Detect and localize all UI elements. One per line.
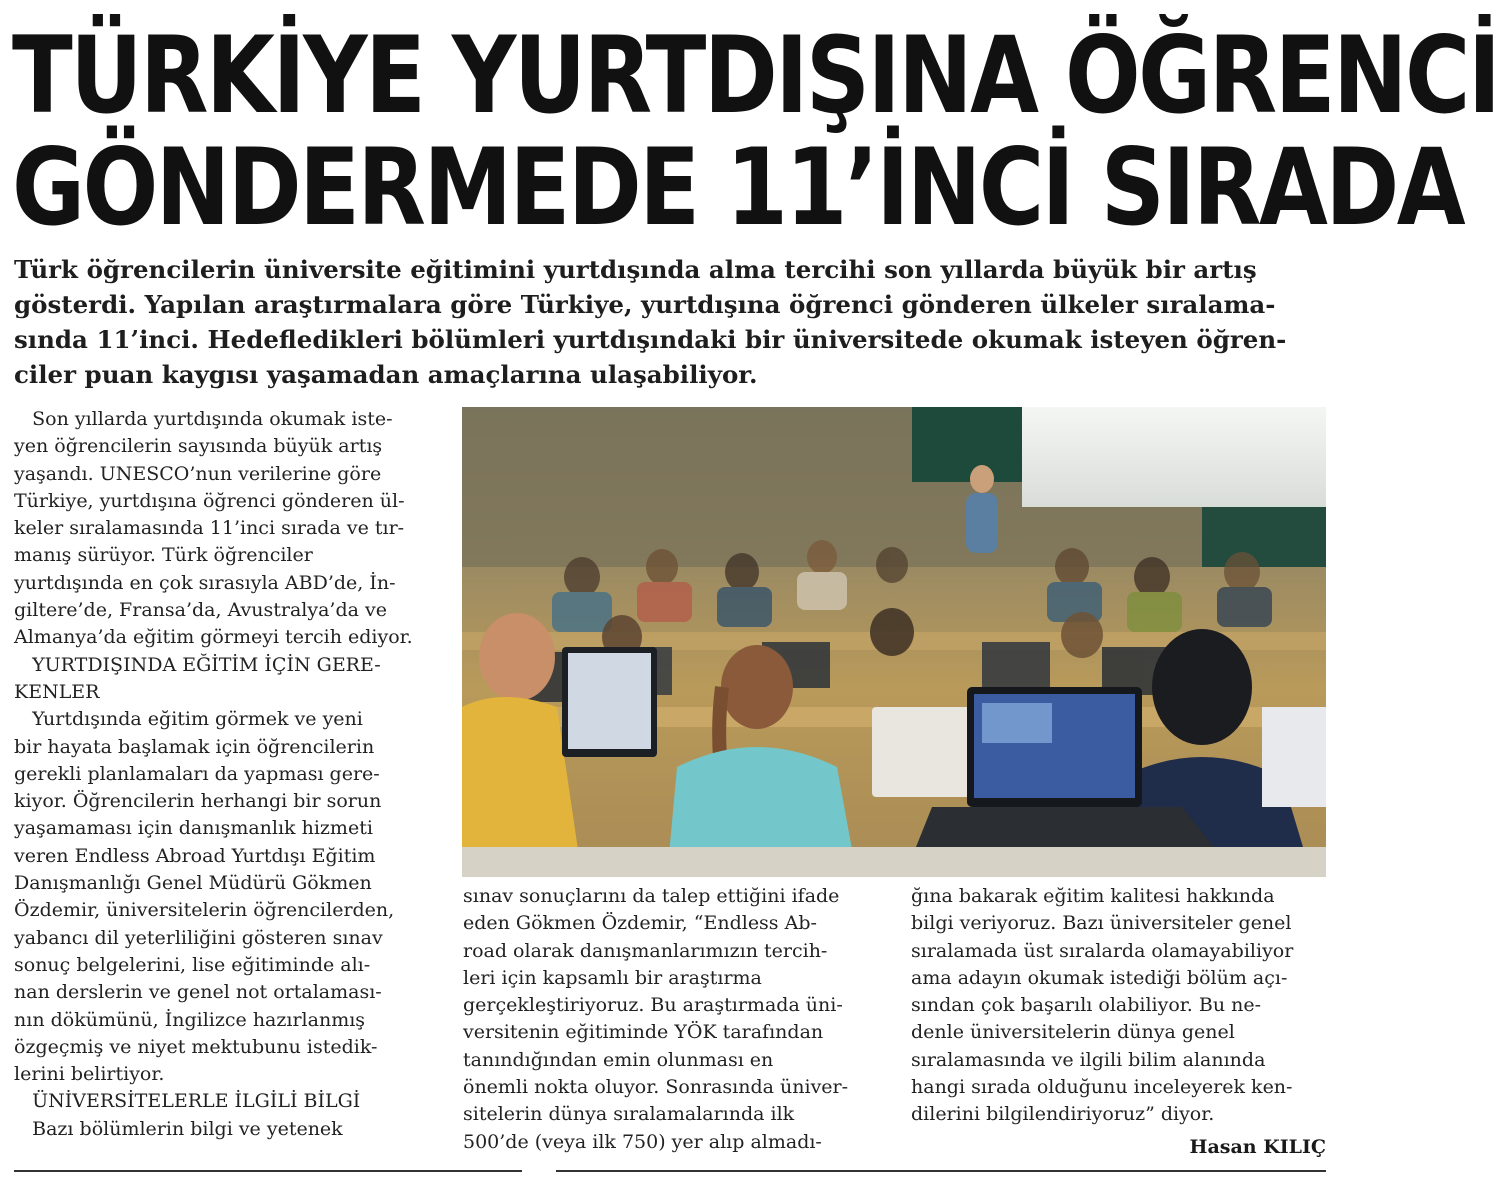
body-line: hangi sırada olduğunu inceleyerek ken- xyxy=(911,1076,1293,1099)
body-line: Bazı bölümlerin bilgi ve yetenek xyxy=(14,1117,343,1140)
body-line: sitelerin dünya sıralamalarında ilk xyxy=(463,1103,795,1126)
body-line: nın dökümünü, İngilizce hazırlanmış xyxy=(14,1008,366,1031)
body-line: denle üniversitelerin dünya genel xyxy=(911,1021,1235,1044)
body-line: bir hayata başlamak için öğrencilerin xyxy=(14,735,375,758)
body-line: lerini belirtiyor. xyxy=(14,1063,165,1086)
bottom-rule-left xyxy=(14,1170,522,1172)
body-line: yaşamaması için danışmanlık hizmeti xyxy=(14,817,373,840)
body-line: ama adayın okumak istediği bölüm açı- xyxy=(911,966,1288,989)
body-line: veren Endless Abroad Yurtdışı Eğitim xyxy=(14,844,376,867)
body-line: sından çok başarılı olabiliyor. Bu ne- xyxy=(911,994,1262,1017)
subheading-requirements-cont: KENLER xyxy=(14,680,100,703)
body-line: yurtdışında en çok sırasıyla ABD’de, İn- xyxy=(14,571,396,594)
body-line: Almanya’da eğitim görmeyi tercih ediyor. xyxy=(14,626,413,649)
bottom-rule-right xyxy=(556,1170,1326,1172)
body-line: yen öğrencilerin sayısında büyük artış xyxy=(14,435,383,458)
body-line: nan derslerin ve genel not ortalaması- xyxy=(14,981,382,1004)
body-line: sonuç belgelerini, lise eğitiminde alı- xyxy=(14,953,371,976)
spot-line: ciler puan kaygısı yaşamadan amaçlarına ulaşabiliyor. xyxy=(14,360,758,389)
body-line: 500’de (veya ilk 750) yer alıp almadı- xyxy=(463,1130,822,1153)
body-line: Türkiye, yurtdışına öğrenci gönderen ül- xyxy=(14,489,405,512)
body-line: sınav sonuçlarını da talep ettiğini ifade xyxy=(463,885,840,907)
body-line: sıralamasında ve ilgili bilim alanında xyxy=(911,1048,1266,1071)
body-line: gerçekleştiriyoruz. Bu araştırmada üni- xyxy=(463,994,843,1017)
body-column-1 xyxy=(14,406,454,1143)
author-byline: Hasan KILIÇ xyxy=(1189,1136,1326,1158)
body-line: gerekli planlamaları da yapması gere- xyxy=(14,762,380,785)
body-column-3 xyxy=(911,883,1331,1129)
body-line: manış sürüyor. Türk öğrenciler xyxy=(14,544,313,567)
body-line: Son yıllarda yurtdışında okumak iste- xyxy=(14,408,393,430)
headline xyxy=(12,14,1498,249)
body-line: önemli nokta oluyor. Sonrasında üniver- xyxy=(463,1076,849,1099)
body-line: road olarak danışmanlarımızın tercih- xyxy=(463,939,828,962)
headline-line-2: GÖNDERMEDE 11’İNCİ SIRADA xyxy=(12,126,1464,249)
body-line: Yurtdışında eğitim görmek ve yeni xyxy=(14,708,363,731)
body-line: keler sıralamasında 11’inci sırada ve tır- xyxy=(14,517,405,540)
body-line: eden Gökmen Özdemir, “Endless Ab- xyxy=(463,912,817,935)
body-line: kiyor. Öğrencilerin herhangi bir sorun xyxy=(14,790,382,813)
body-line: giltere’de, Fransa’da, Avustralya’da ve xyxy=(14,599,387,622)
body-line: ğına bakarak eğitim kalitesi hakkında xyxy=(911,885,1275,907)
spot-line: sında 11’inci. Hedefledikleri bölümleri yurtdışındaki bir üniversitede okumak isteyen öğren- xyxy=(14,325,1287,354)
spot-line: gösterdi. Yapılan araştırmalara göre Türkiye, yurtdışına öğrenci gönderen ülkeler sıralama- xyxy=(14,290,1276,319)
subheading-university-info: ÜNİVERSİTELERLE İLGİLİ BİLGİ xyxy=(14,1090,361,1113)
body-line: leri için kapsamlı bir araştırma xyxy=(463,966,762,989)
subheading-requirements: YURTDIŞINDA EĞİTİM İÇİN GERE- xyxy=(14,653,381,676)
spot-line: Türk öğrencilerin üniversite eğitimini yurtdışında alma tercihi son yıllarda büyük bir artış xyxy=(14,255,1257,284)
body-line: yabancı dil yeterliliğini gösteren sınav xyxy=(14,926,383,949)
body-line: yaşandı. UNESCO’nun verilerine göre xyxy=(14,462,382,485)
body-line: özgeçmiş ve niyet mektubunu istedik- xyxy=(14,1035,378,1058)
lecture-hall-photo xyxy=(462,407,1326,877)
body-line: Özdemir, üniversitelerin öğrencilerden, xyxy=(14,899,395,922)
body-column-2 xyxy=(463,883,903,1156)
body-line: dilerini bilgilendiriyoruz” diyor. xyxy=(911,1103,1215,1126)
body-line: tanındığından emin olunması en xyxy=(463,1048,774,1071)
spot-paragraph xyxy=(14,252,1334,392)
headline-line-1: TÜRKİYE YURTDIŞINA ÖĞRENCİ xyxy=(12,14,1498,137)
body-line: bilgi veriyoruz. Bazı üniversiteler genel xyxy=(911,912,1292,935)
body-line: versitenin eğitiminde YÖK tarafından xyxy=(463,1021,824,1044)
body-line: sıralamada üst sıralarda olamayabiliyor xyxy=(911,939,1294,962)
body-line: Danışmanlığı Genel Müdürü Gökmen xyxy=(14,872,372,895)
